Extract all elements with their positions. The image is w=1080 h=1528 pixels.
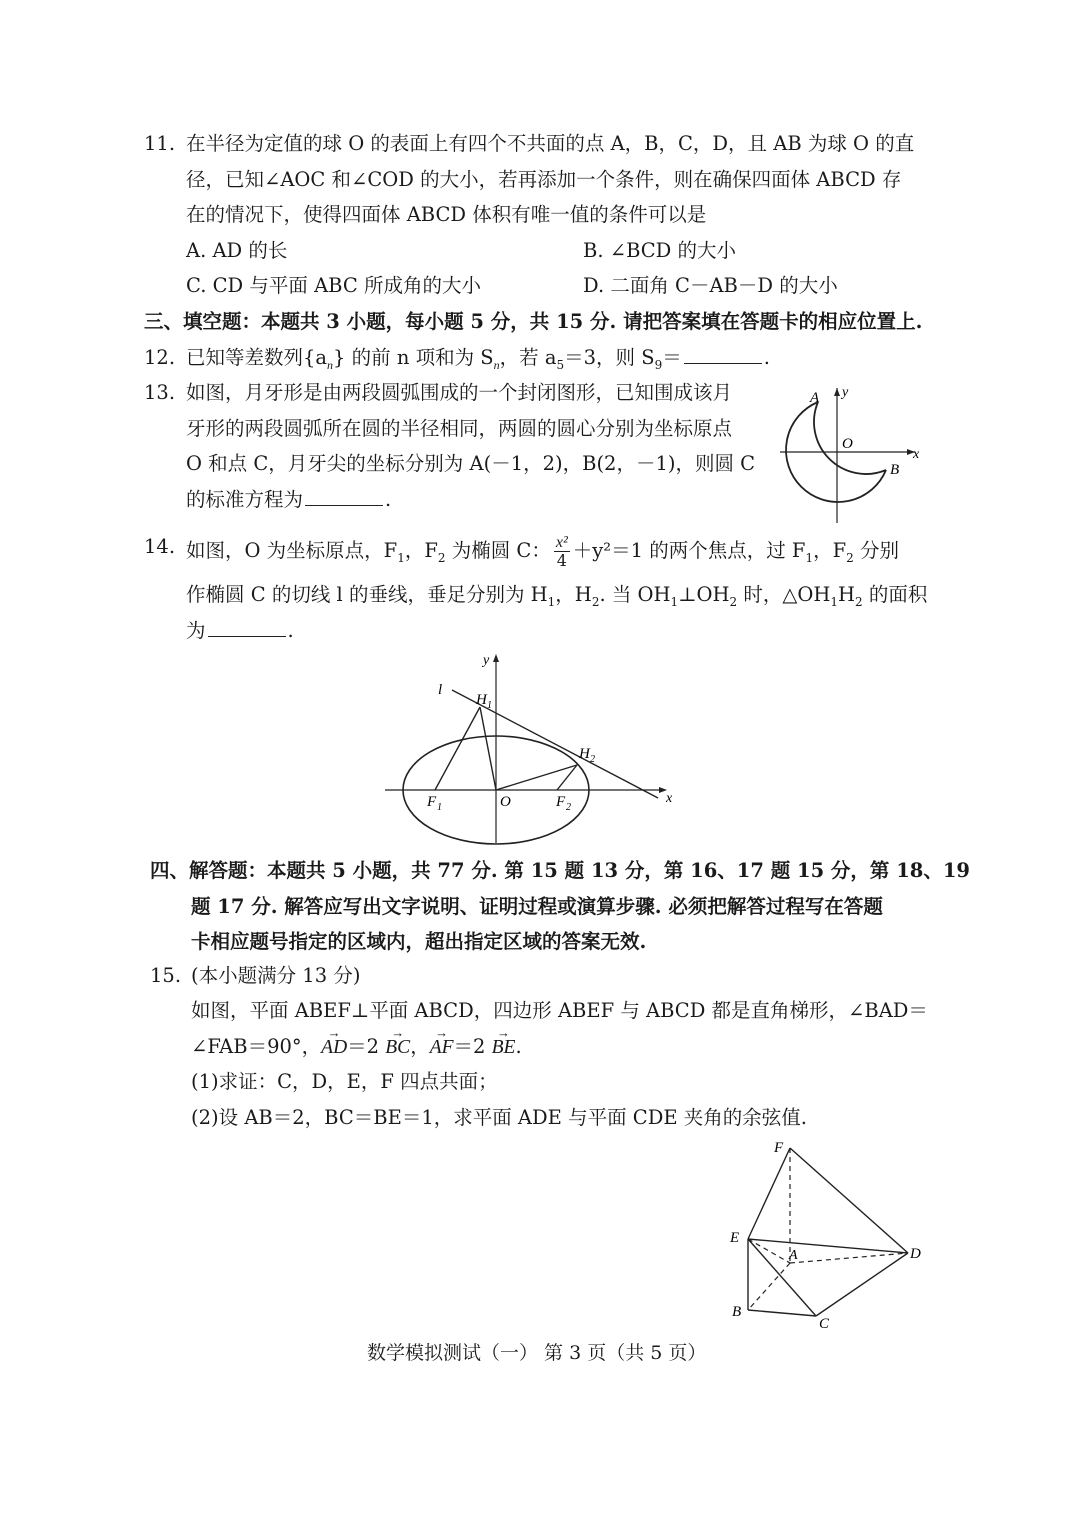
fig14-h2-letter: H — [579, 746, 590, 762]
fig13-label-a: A — [810, 390, 820, 406]
q12-number: 12. — [144, 346, 176, 369]
fig14-f2-letter: F — [556, 794, 566, 810]
ellipse-figure — [380, 648, 680, 848]
q14-l1e: ，F — [813, 539, 847, 562]
q12-text: 已知等差数列$\{a_n\}$ 的前 n 项和为 $S_n$，若 $a_5=3$，则 $S_9=$ . — [186, 346, 770, 372]
q11-number: 11. — [144, 132, 176, 155]
q14-l1d: ＋y²＝1 的两个焦点，过 F — [572, 539, 806, 562]
q15-end: . — [515, 1035, 522, 1058]
q12-part-e: ＝ — [662, 346, 682, 369]
q15-line-1: 如图，平面 ABEF⊥平面 ABCD，四边形 ABEF 与 ABCD 都是直角梯形，∠BAD＝ — [191, 999, 928, 1022]
fig14-f1-sub: 1 — [437, 802, 442, 813]
q13-number: 13. — [144, 381, 176, 404]
section-3-heading: 三、填空题：本题共 3 小题，每小题 5 分，共 15 分. 请把答案填在答题卡的相应位置上. — [144, 310, 923, 333]
fig14-h1-letter: H — [476, 692, 487, 708]
q14-l2g: 的面积 — [862, 583, 928, 606]
fig15-label-a: A — [789, 1248, 798, 1263]
fig13-label-x: x — [913, 447, 920, 462]
q13-end: . — [385, 488, 392, 511]
segment-o-h1 — [480, 707, 496, 790]
q15-line-2 — [191, 1034, 522, 1061]
q15-part-1: (1)求证：C，D，E，F 四点共面； — [191, 1070, 498, 1093]
vector-ad: → AD — [321, 1035, 347, 1061]
q14-l1c: 为椭圆 C： — [445, 539, 551, 562]
q11-line-3: 在的情况下，使得四面体 ABCD 体积有唯一值的条件可以是 — [186, 203, 707, 226]
ellipse-fraction — [554, 534, 570, 569]
fraction-denominator: 4 — [556, 551, 567, 570]
fig14-f1-letter: F — [427, 794, 437, 810]
fig14-label-x: x — [666, 791, 673, 806]
hidden-edge-ab — [748, 1263, 790, 1310]
q13-line-1: 如图，月牙形是由两段圆弧围成的一个封闭图形，已知围成该月 — [186, 381, 733, 404]
fig15-label-b: B — [732, 1304, 742, 1320]
fig15-label-d: D — [910, 1246, 921, 1262]
edge-bc — [748, 1310, 816, 1316]
q11-line-2: 径，已知∠AOC 和∠COD 的大小，若再添加一个条件，则在确保四面体 ABCD 存 — [186, 168, 902, 191]
fig14-label-y: y — [483, 653, 490, 668]
q14-answer-blank — [208, 618, 286, 637]
edge-ec — [748, 1239, 816, 1316]
q15-l2a: ∠FAB＝90°， — [191, 1035, 322, 1058]
q12-part-a: 已知等差数列{a — [186, 346, 328, 369]
q14-l2f: H — [838, 583, 856, 606]
fig15-label-e: E — [730, 1230, 740, 1246]
fig13-label-y: y — [842, 385, 849, 400]
q11-option-a: A. AD 的长 — [186, 239, 288, 262]
q15-part-2: (2)设 AB＝2，BC＝BE＝1，求平面 ADE 与平面 CDE 夹角的余弦值. — [191, 1106, 807, 1129]
fig13-label-o: O — [842, 436, 853, 452]
q13-line-2: 牙形的两段圆弧所在圆的半径相同，两圆的圆心分别为坐标原点 — [186, 417, 733, 440]
solid-figure — [722, 1132, 932, 1332]
fig14-label-f1 — [426, 794, 442, 813]
q14-l2c: . 当 OH — [599, 583, 671, 606]
q13-answer-blank — [305, 487, 383, 506]
fig15-label-f: F — [774, 1140, 784, 1156]
q14-line-1: 如图，O 为坐标原点，$F_1$，$F_2$ 为椭圆 C： $\frac{\text{x²}}{4}$ ＋y²＝1 的两个焦点，过 $F_1$，$F_2$ 分别 — [186, 534, 899, 570]
vector-af: → AF — [430, 1035, 454, 1061]
q12-part-d: ＝3，则 S — [564, 346, 655, 369]
edge-ed — [748, 1239, 908, 1253]
q15-number: 15. — [150, 964, 182, 987]
q14-l1b: ，F — [404, 539, 438, 562]
q11-line-1: 在半径为定值的球 O 的表面上有四个不共面的点 A，B，C，D，且 AB 为球 O 的直 — [186, 132, 915, 155]
q14-l2b: ，H — [555, 583, 592, 606]
fig14-label-h2 — [578, 746, 595, 765]
q14-l1a: 如图，O 为坐标原点，F — [186, 539, 398, 562]
fig14-h2-sub: 2 — [590, 754, 595, 765]
q15-header: (本小题满分 13 分) — [191, 964, 361, 987]
section-4-line-3: 卡相应题号指定的区域内，超出指定区域的答案无效. — [191, 930, 647, 953]
segment-f1-h1 — [435, 707, 480, 790]
fig15-label-c: C — [819, 1316, 830, 1332]
q15-eq2: ＝2 — [453, 1035, 492, 1058]
page-footer: 数学模拟测试（一） 第 3 页（共 5 页） — [367, 1342, 707, 1364]
edge-cd — [816, 1253, 908, 1316]
q12-part-b: } 的前 n 项和为 S — [333, 346, 494, 369]
q13-line-3: O 和点 C，月牙尖的坐标分别为 A(－1，2)，B(2，－1)，则圆 C — [186, 452, 756, 475]
y-axis-arrow — [834, 388, 840, 396]
q12-part-c: ，若 a — [499, 346, 557, 369]
fig14-h1-sub: 1 — [487, 700, 492, 711]
q13-line-4 — [186, 487, 391, 513]
q14-line-3 — [186, 618, 294, 644]
q11-option-c: C. CD 与平面 ABC 所成角的大小 — [186, 274, 481, 297]
fig14-label-f2 — [555, 794, 571, 813]
q14-l2e: 时，△OH — [737, 583, 831, 606]
q14-number: 14. — [144, 535, 176, 558]
q12-end: . — [763, 346, 770, 369]
vector-bc: → BC — [385, 1035, 410, 1061]
crescent-figure — [772, 380, 932, 530]
q14-line-2: 作椭圆 C 的切线 l 的垂线，垂足分别为 $H_1$，$H_2$. 当 $OH_1\perp OH_2$ 时，$\triangle OH_1H_2$ 的面积 — [186, 583, 928, 609]
q11-option-d: D. 二面角 C－AB－D 的大小 — [583, 274, 838, 297]
y-axis-arrow — [493, 654, 499, 662]
q14-l1f: 分别 — [853, 539, 899, 562]
section-4-line-2: 题 17 分. 解答应写出文字说明、证明过程或演算步骤. 必须把解答过程写在答题 — [191, 895, 883, 918]
fig14-label-o: O — [500, 794, 511, 810]
q14-l2a: 作椭圆 C 的切线 l 的垂线，垂足分别为 H — [186, 583, 548, 606]
fig14-label-h1 — [475, 692, 492, 711]
q14-end: . — [287, 619, 294, 642]
fig13-label-b: B — [890, 462, 900, 478]
fraction-numerator: x² — [555, 534, 568, 551]
q12-answer-blank — [684, 345, 762, 364]
section-4-line-1: 四、解答题：本题共 5 小题，共 77 分. 第 15 题 13 分，第 16、17 题 15 分，第 18、19 — [150, 859, 970, 882]
q14-l3: 为 — [186, 619, 206, 642]
q11-option-b: B. ∠BCD 的大小 — [583, 239, 737, 262]
hidden-edge-ad — [790, 1253, 908, 1263]
fig14-f2-sub: 2 — [566, 802, 571, 813]
vector-be: → BE — [492, 1035, 516, 1061]
edge-fd — [790, 1148, 908, 1253]
q15-eq1: ＝2 — [347, 1035, 386, 1058]
fig14-label-l: l — [438, 682, 443, 698]
q13-line-4-text: 的标准方程为 — [186, 488, 304, 511]
segment-o-h2 — [496, 765, 577, 790]
edge-fe — [748, 1148, 790, 1239]
q14-l2d: ⊥OH — [678, 583, 730, 606]
q15-sep: ， — [410, 1035, 430, 1058]
